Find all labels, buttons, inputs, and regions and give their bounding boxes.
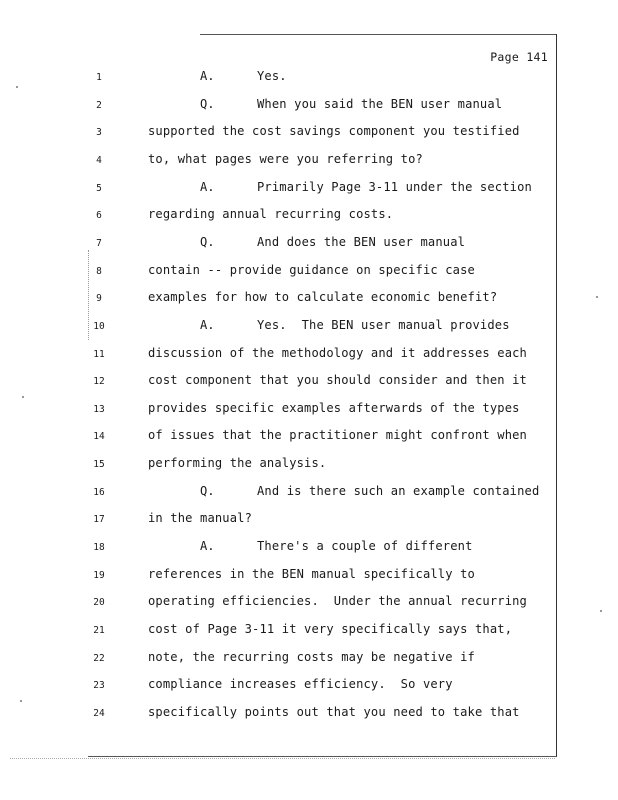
line-number: 20 (93, 597, 105, 609)
transcript-line (0, 97, 618, 117)
line-text: operating efficiencies. Under the annual recurring (148, 594, 527, 609)
transcript-line (0, 456, 618, 476)
line-text: examples for how to calculate economic benefit? (148, 290, 498, 305)
speaker-label: Q. (200, 234, 215, 249)
transcript-line (0, 567, 618, 587)
transcript-line (0, 290, 618, 310)
transcript-line (0, 428, 618, 448)
line-text: compliance increases efficiency. So very (148, 677, 453, 692)
scan-speck (22, 396, 24, 398)
line-text: discussion of the methodology and it addresses each (148, 345, 527, 360)
line-text: of issues that the practitioner might confront when (148, 428, 527, 443)
line-number: 9 (96, 293, 102, 305)
line-text: Yes. The BEN user manual provides (257, 317, 510, 332)
line-number: 19 (93, 569, 105, 581)
line-text: specifically points out that you need to take that (148, 704, 520, 719)
line-number: 14 (93, 431, 105, 443)
line-number: 15 (93, 459, 105, 471)
scan-artifact-footer (10, 758, 555, 759)
line-number: 18 (93, 542, 105, 554)
transcript-line (0, 69, 618, 89)
transcript-line (0, 373, 618, 393)
page-number: Page 141 (490, 50, 548, 64)
line-text: And does the BEN user manual (257, 234, 466, 249)
line-number: 21 (93, 625, 105, 636)
transcript-line (0, 124, 618, 144)
line-number: 22 (93, 652, 105, 664)
line-text: There's a couple of different (257, 539, 473, 554)
line-number: 5 (96, 182, 102, 194)
speaker-label: A. (200, 539, 215, 554)
speaker-label: Q. (200, 483, 215, 498)
line-text: supported the cost savings component you testified (148, 124, 520, 139)
line-number: 7 (96, 237, 102, 249)
line-text: references in the BEN manual specifically to (148, 566, 475, 581)
line-text: cost component that you should consider and then it (148, 373, 527, 388)
scan-speck (20, 700, 22, 702)
line-number: 6 (96, 210, 102, 222)
line-number: 23 (93, 680, 105, 692)
line-text: to, what pages were you referring to? (148, 151, 423, 166)
speaker-label: Q. (200, 96, 215, 111)
speaker-label: A. (200, 69, 215, 83)
scan-speck (16, 86, 18, 88)
line-number: 13 (93, 403, 105, 415)
speaker-label: A. (200, 317, 215, 332)
transcript-line (0, 207, 618, 227)
transcript-line (0, 511, 618, 531)
line-number: 3 (96, 127, 102, 139)
line-text: in the manual? (148, 511, 253, 526)
line-text: cost of Page 3-11 it very specifically says that, (148, 622, 513, 636)
line-text: performing the analysis. (148, 456, 327, 471)
line-text: provides specific examples afterwards of the types (148, 400, 520, 415)
transcript-line (0, 484, 618, 504)
line-text: contain -- provide guidance on specific case (148, 262, 475, 277)
transcript-line (0, 677, 618, 697)
transcript-line (0, 263, 618, 283)
transcript-line (0, 539, 618, 559)
transcript-line (0, 152, 618, 172)
transcript-line (0, 235, 618, 255)
line-text: Primarily Page 3-11 under the section (257, 179, 532, 194)
line-number: 24 (93, 707, 105, 719)
transcript-line (0, 401, 618, 421)
line-number: 17 (93, 514, 105, 526)
transcript-line (0, 318, 618, 338)
scan-speck (596, 296, 598, 298)
scan-speck (600, 610, 602, 612)
transcript-line (0, 346, 618, 366)
transcript-line (0, 622, 618, 642)
line-number: 4 (96, 154, 102, 166)
line-number: 8 (96, 265, 102, 277)
line-text: When you said the BEN user manual (257, 96, 503, 111)
line-number: 11 (93, 348, 105, 360)
line-text: note, the recurring costs may be negative if (148, 649, 475, 664)
line-text: Yes. (257, 69, 287, 83)
line-number: 16 (93, 486, 105, 498)
line-number: 10 (93, 320, 105, 332)
speaker-label: A. (200, 179, 215, 194)
transcript-line (0, 705, 618, 725)
line-number: 12 (93, 376, 105, 388)
transcript-line (0, 594, 618, 614)
line-number: 2 (96, 99, 102, 111)
line-text: And is there such an example contained (257, 483, 540, 498)
top-rule (200, 34, 556, 35)
line-text: regarding annual recurring costs. (148, 207, 394, 222)
transcript-line (0, 650, 618, 670)
line-number: 1 (96, 72, 102, 83)
transcript-line (0, 180, 618, 200)
